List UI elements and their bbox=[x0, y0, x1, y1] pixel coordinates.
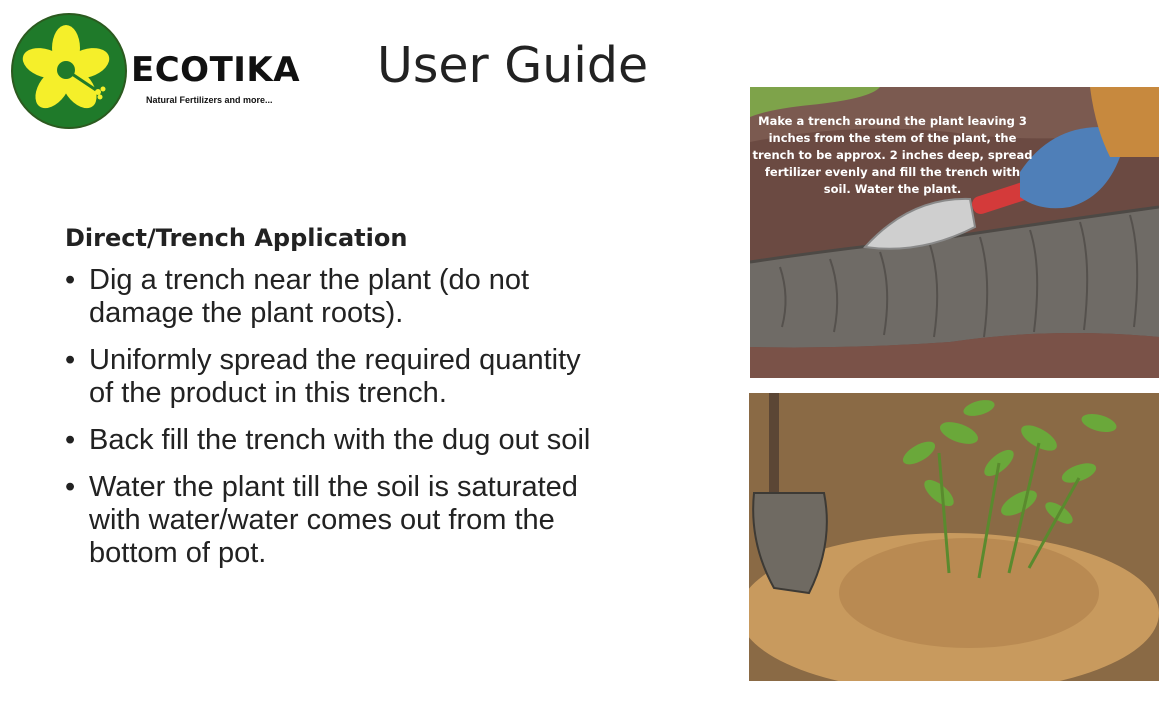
instruction-list bbox=[65, 264, 605, 584]
bullet-icon: • bbox=[65, 264, 76, 296]
bullet-icon: • bbox=[65, 424, 76, 456]
trench-illustration bbox=[750, 87, 1159, 378]
planting-photo bbox=[749, 393, 1159, 681]
list-item-text: Back fill the trench with the dug out soil bbox=[89, 424, 591, 456]
list-item bbox=[65, 344, 605, 410]
section-heading: Direct/Trench Application bbox=[65, 224, 408, 252]
ecotika-logo bbox=[10, 12, 128, 130]
brand-tagline: Natural Fertilizers and more... bbox=[146, 95, 273, 105]
bullet-icon: • bbox=[65, 344, 76, 376]
brand-name: ECOTIKA bbox=[131, 50, 301, 90]
list-item bbox=[65, 264, 605, 330]
list-item-text: Water the plant till the soil is saturated with water/water comes out from the bottom of pot. bbox=[89, 471, 578, 569]
list-item bbox=[65, 424, 605, 457]
illustration-caption: Make a trench around the plant leaving 3 inches from the stem of the plant, the trench to be approx. 2 inches deep, spread fertilizer evenly and fill the trench with soil. Water the plant. bbox=[752, 114, 1033, 196]
list-item-text: Uniformly spread the required quantity of the product in this trench. bbox=[89, 344, 581, 409]
bullet-icon: • bbox=[65, 471, 76, 503]
page-title: User Guide bbox=[377, 37, 649, 94]
list-item bbox=[65, 471, 605, 570]
list-item-text: Dig a trench near the plant (do not damage the plant roots). bbox=[89, 264, 530, 329]
